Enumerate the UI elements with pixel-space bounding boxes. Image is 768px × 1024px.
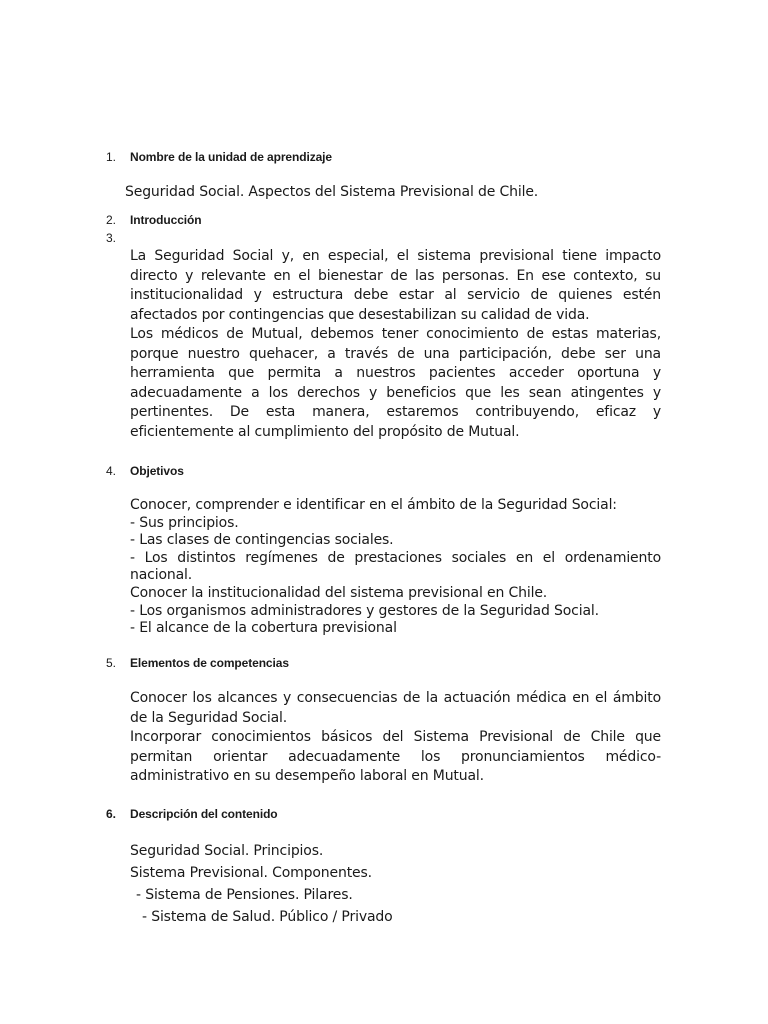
section-number: 2.: [106, 213, 117, 227]
section-number: 1.: [106, 150, 117, 164]
section-heading: Objetivos: [130, 464, 184, 478]
text-line: - Los organismos administradores y gestores de la Seguridad Social.: [130, 602, 599, 619]
text-line: - Sistema de Salud. Público / Privado: [142, 909, 393, 925]
section-number: 3.: [106, 231, 117, 245]
text-line: - El alcance de la cobertura previsional: [130, 620, 397, 637]
paragraph: La Seguridad Social y, en especial, el sistema previsional tiene impacto directo y relevante en el bienestar de las personas. En ese contexto, su institucionalidad y estructura debe estar al servicio de quienes estén afectados por contingencias que desestabilizan su calidad de vida.: [130, 248, 661, 323]
section-text: Seguridad Social. Aspectos del Sistema Previsional de Chile.: [125, 184, 539, 200]
text-line: - Los distintos regímenes de prestaciones sociales en el ordenamiento nacional.: [130, 549, 661, 584]
section-heading: Descripción del contenido: [130, 807, 278, 821]
section-heading: Introducción: [130, 213, 202, 227]
section-number: 4.: [106, 464, 117, 478]
section-heading: Nombre de la unidad de aprendizaje: [130, 150, 332, 164]
section-paragraphs: [130, 689, 661, 787]
text-line: - Sistema de Pensiones. Pilares.: [136, 887, 353, 903]
section-lines: [130, 497, 661, 638]
section-heading: Elementos de competencias: [130, 656, 289, 670]
text-line: - Las clases de contingencias sociales.: [130, 532, 394, 549]
text-line: Conocer la institucionalidad del sistema previsional en Chile.: [130, 584, 548, 601]
text-line: Seguridad Social. Principios.: [130, 843, 324, 859]
section-lines: [130, 840, 661, 928]
paragraph: Conocer los alcances y consecuencias de la actuación médica en el ámbito de la Seguridad Social.: [130, 690, 661, 726]
section-number: 6.: [106, 807, 117, 821]
paragraph: Incorporar conocimientos básicos del Sistema Previsional de Chile que permitan orientar adecuadamente los pronunciamientos médico-administrativo en su desempeño laboral en Mutual.: [130, 729, 661, 784]
paragraph: Los médicos de Mutual, debemos tener conocimiento de estas materias, porque nuestro quehacer, a través de una participación, debe ser una herramienta que permita a nuestros pacientes acceder oportuna y adecuadamente a los derechos y beneficios que les sean atingentes y pertinentes. De esta manera, estaremos contribuyendo, eficaz y eficientemente al cumplimiento del propósito de Mutual.: [130, 326, 661, 440]
text-line: - Sus principios.: [130, 514, 239, 531]
section-number: 5.: [106, 656, 117, 670]
section-paragraphs: [130, 247, 661, 442]
text-line: Conocer, comprender e identificar en el ámbito de la Seguridad Social:: [130, 497, 617, 513]
text-line: Sistema Previsional. Componentes.: [130, 865, 372, 881]
